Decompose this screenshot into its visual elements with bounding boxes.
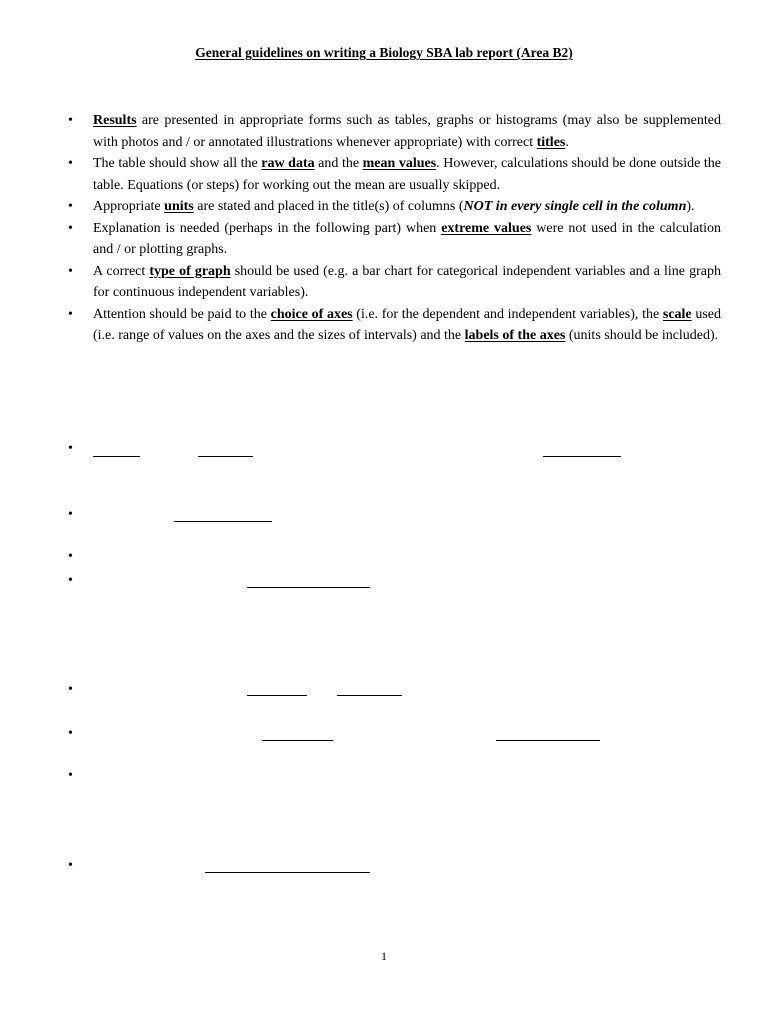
bullet: • [68,858,73,873]
title-text: General guidelines on writing a Biology SBA lab report (Area B2) [195,45,573,60]
blank-underline [205,872,370,873]
key-term: labels of the axes [464,328,566,343]
guideline-text: The table should show all the [93,156,262,171]
bullet: • [68,682,73,697]
page-number: 1 [381,949,387,963]
key-term: scale [662,306,692,322]
bullet: • [68,199,73,214]
guideline-item [0,153,768,196]
blank-underline [198,456,253,457]
bullet: • [68,156,73,171]
blank-underline [174,521,272,522]
blank-underline [543,456,621,457]
blank-underline [337,695,402,696]
bullet: • [68,507,73,522]
guideline-text: are presented in appropriate forms such as tables, graphs or histograms (may also be supplemented with photos and / or annotated illustrations whenever appropriate) with correct [93,113,721,150]
bullet: • [68,113,73,128]
bullet: • [68,263,73,279]
guideline-list [0,110,768,347]
guideline-text: Attention should be paid to the [93,306,271,322]
guideline-text: Explanation is needed (perhaps in the following part) when [93,220,442,236]
key-term: units [164,199,194,214]
guideline-text: A correct [93,263,150,279]
bullet: • [68,549,73,564]
guideline-text: should be used (e.g. a bar chart for categorical independent variables and a line graph for continuous independent variables). [93,263,721,300]
guideline-text: . However, calculations should be done outside the table. Equations (or steps) for working out the mean are usually skipped. [93,156,721,193]
bullet: • [68,573,73,588]
guideline-item [0,196,768,218]
blank-underline [93,456,140,457]
key-term: mean values [362,156,437,171]
guideline-text: were not used in the calculation and / or plotting graphs. [93,220,722,257]
key-term: extreme values [441,220,532,236]
bullet: • [68,306,73,322]
guideline-text: and the [314,156,363,171]
key-term: titles [536,134,566,150]
guideline-text: ). [686,199,695,214]
guideline-text: (i.e. for the dependent and independent variables), the [352,306,663,322]
key-term: raw data [261,156,315,171]
bullet: • [68,441,73,456]
bullet: • [68,220,73,236]
guideline-item [0,110,768,153]
guideline-item [0,304,768,347]
emphasis-text: NOT in every single cell in the column [463,199,687,214]
bullet: • [68,768,73,783]
guideline-text: used (i.e. range of values on the axes and the sizes of intervals) and the [93,306,721,343]
key-term: choice of axes [270,306,353,322]
guideline-item [0,218,768,261]
guideline-text: . [565,134,569,150]
guideline-text: Appropriate [93,199,165,214]
key-term: Results [93,113,137,128]
document-title [0,45,768,61]
guideline-text: (units should be included). [565,328,719,343]
blank-underline [247,587,370,588]
blank-underline [247,695,307,696]
bullet: • [68,726,73,741]
blank-underline [262,740,333,741]
guideline-text: are stated and placed in the title(s) of columns ( [193,199,464,214]
guideline-item [0,261,768,304]
blank-underline [496,740,600,741]
key-term: type of graph [149,263,231,279]
